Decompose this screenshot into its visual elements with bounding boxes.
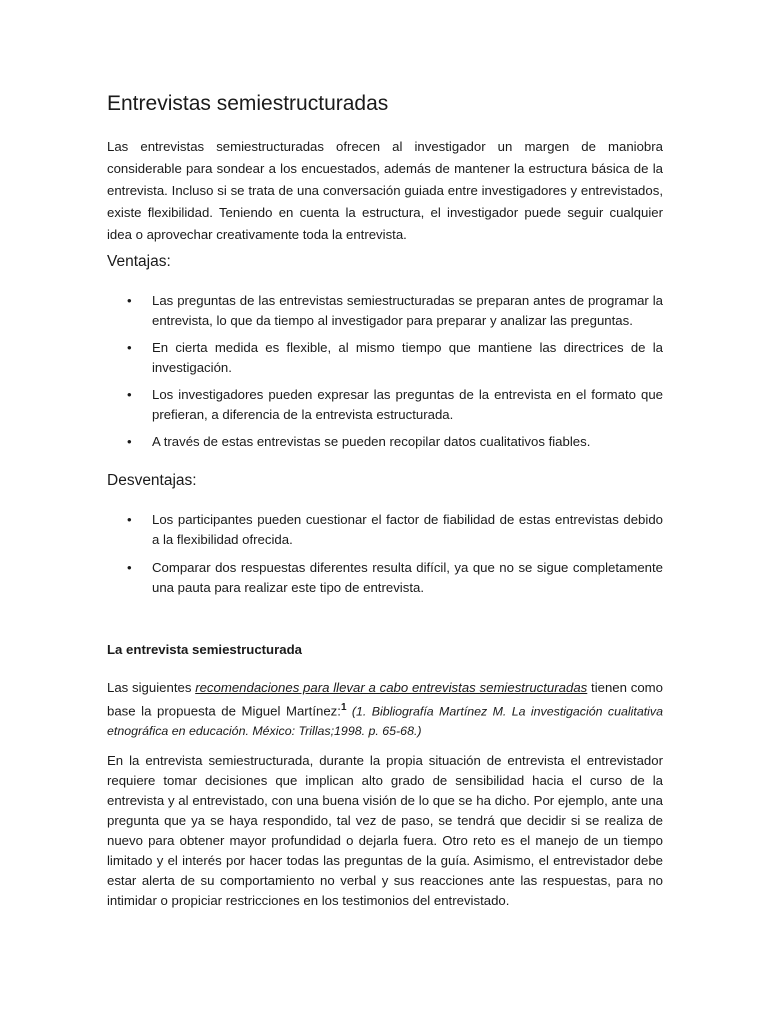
list-item-text: Las preguntas de las entrevistas semiestructuradas se preparan antes de programar la entrevista, lo que da tiempo al investigador para preparar y analizar las preguntas. (152, 293, 663, 328)
list-item (107, 338, 663, 378)
bullet-icon: • (127, 512, 132, 527)
bullet-icon: • (127, 340, 132, 355)
ventajas-heading: Ventajas: (107, 253, 171, 270)
list-item-text: En cierta medida es flexible, al mismo tiempo que mantiene las directrices de la investigación. (152, 340, 663, 375)
paragraph-text: Las siguientes (107, 680, 196, 695)
footnote-marker: 1 (340, 702, 347, 713)
list-item-text: Los investigadores pueden expresar las preguntas de la entrevista en el formato que prefieran, a diferencia de la entrevista estructurada. (152, 387, 663, 422)
desventajas-list (107, 510, 663, 606)
recommendations-link[interactable]: recomendaciones para llevar a cabo entrevistas semiestructuradas (195, 680, 588, 695)
paragraph-text: tienen como base la propuesta de Miguel Martínez: (107, 680, 663, 719)
list-item (107, 432, 663, 452)
page-title: Entrevistas semiestructuradas (107, 92, 389, 115)
body-paragraph: En la entrevista semiestructurada, durante la propia situación de entrevista el entrevistador requiere tomar decisiones que implican alto grado de sensibilidad hacia el curso de la entrevista y al entrevistado, con una buena visión de lo que se ha dicho. Por ejemplo, ante una pregunta que ya se haya respondido, tal vez de paso, se tendrá que decidir si se realiza de nuevo para obtener mayor profundidad o dejarla fuera. Otro reto es el manejo de un tiempo limitado y el interés por hacer todas las preguntas de la guía. Asimismo, el entrevistador debe estar alerta de su comportamiento no verbal y sus reacciones ante las respuestas, para no intimidar o propiciar restricciones en los testimonios del entrevistado. (107, 753, 663, 908)
bullet-icon: • (127, 387, 132, 402)
section-heading: La entrevista semiestructurada (107, 642, 302, 657)
list-item (107, 558, 663, 598)
citation: (1. Bibliografía Martínez M. La investigación cualitativa etnográfica en educación. México: Trillas;1998. p. 65-68.) (107, 704, 663, 739)
bullet-icon: • (127, 560, 132, 575)
list-item (107, 385, 663, 425)
list-item-text: Los participantes pueden cuestionar el factor de fiabilidad de estas entrevistas debido a la flexibilidad ofrecida. (152, 512, 663, 547)
intro-paragraph: Las entrevistas semiestructuradas ofrecen al investigador un margen de maniobra considerable para sondear a los encuestados, además de mantener la estructura básica de la entrevista. Incluso si se trata de una conversación guiada entre investigadores y entrevistados, existe flexibilidad. Teniendo en cuenta la estructura, el investigador puede seguir cualquier idea o aprovechar creativamente toda la entrevista. (107, 139, 663, 242)
list-item (107, 291, 663, 331)
recommendations-paragraph (107, 678, 663, 741)
bullet-icon: • (127, 293, 132, 308)
list-item-text: Comparar dos respuestas diferentes resulta difícil, ya que no se sigue completamente una pauta para realizar este tipo de entrevista. (152, 560, 663, 595)
bullet-icon: • (127, 434, 132, 449)
ventajas-list (107, 291, 663, 459)
list-item-text: A través de estas entrevistas se pueden recopilar datos cualitativos fiables. (152, 434, 591, 449)
desventajas-heading: Desventajas: (107, 472, 197, 489)
list-item (107, 510, 663, 550)
